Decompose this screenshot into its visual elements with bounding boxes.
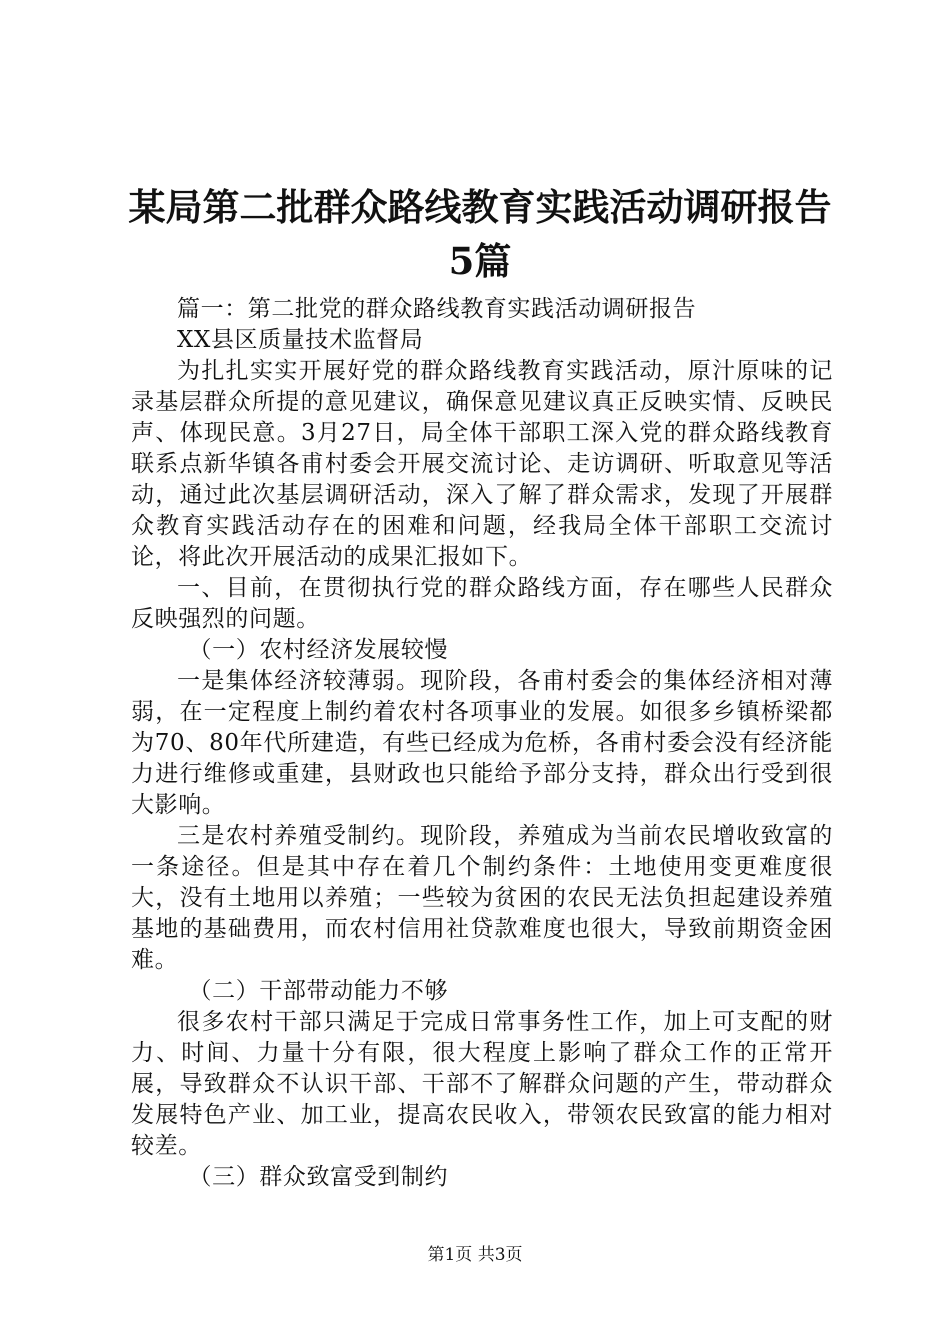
body-paragraph: 一、目前，在贯彻执行党的群众路线方面，存在哪些人民群众反映强烈的问题。 bbox=[131, 575, 833, 632]
subsection-heading: （二）干部带动能力不够 bbox=[188, 978, 449, 1004]
body-paragraph: 一是集体经济较薄弱。现阶段，各甫村委会的集体经济相对薄弱，在一定程度上制约着农村各项事业的发展。如很多乡镇桥梁都为70、80年代所建造，有些已经成为危桥，各甫村委会没有经济能力进行维修或重建，县财政也只能给予部分支持，群众出行受到很大影响。 bbox=[131, 668, 833, 818]
page-footer: 第1页 共3页 bbox=[427, 1245, 523, 1265]
subsection-heading: （三）群众致富受到制约 bbox=[188, 1164, 449, 1190]
body-paragraph: 三是农村养殖受制约。现阶段，养殖成为当前农民增收致富的一条途径。但是其中存在着几个制约条件：土地使用变更难度很大，没有土地用以养殖；一些较为贫困的农民无法负担起建设养殖基地的基础费用，而农村信用社贷款难度也很大，导致前期资金困难。 bbox=[131, 823, 833, 973]
author-line: XX县区质量技术监督局 bbox=[177, 327, 424, 353]
section-heading: 篇一：第二批党的群众路线教育实践活动调研报告 bbox=[177, 296, 697, 322]
document-body bbox=[131, 294, 833, 1193]
body-paragraph: 很多农村干部只满足于完成日常事务性工作，加上可支配的财力、时间、力量十分有限，很大程度上影响了群众工作的正常开展，导致群众不认识干部、干部不了解群众问题的产生，带动群众发展特色产业、加工业，提高农民收入，带领农民致富的能力相对较差。 bbox=[131, 1009, 833, 1159]
subsection-heading: （一）农村经济发展较慢 bbox=[188, 637, 449, 663]
document-title: 某局第二批群众路线教育实践活动调研报告5篇 bbox=[128, 185, 832, 283]
body-paragraph: 为扎扎实实开展好党的群众路线教育实践活动，原汁原味的记录基层群众所提的意见建议，确保意见建议真正反映实情、反映民声、体现民意。3月27日，局全体干部职工深入党的群众路线教育联系点新华镇各甫村委会开展交流讨论、走访调研、听取意见等活动，通过此次基层调研活动，深入了解了群众需求，发现了开展群众教育实践活动存在的困难和问题，经我局全体干部职工交流讨论，将此次开展活动的成果汇报如下。 bbox=[131, 358, 833, 570]
